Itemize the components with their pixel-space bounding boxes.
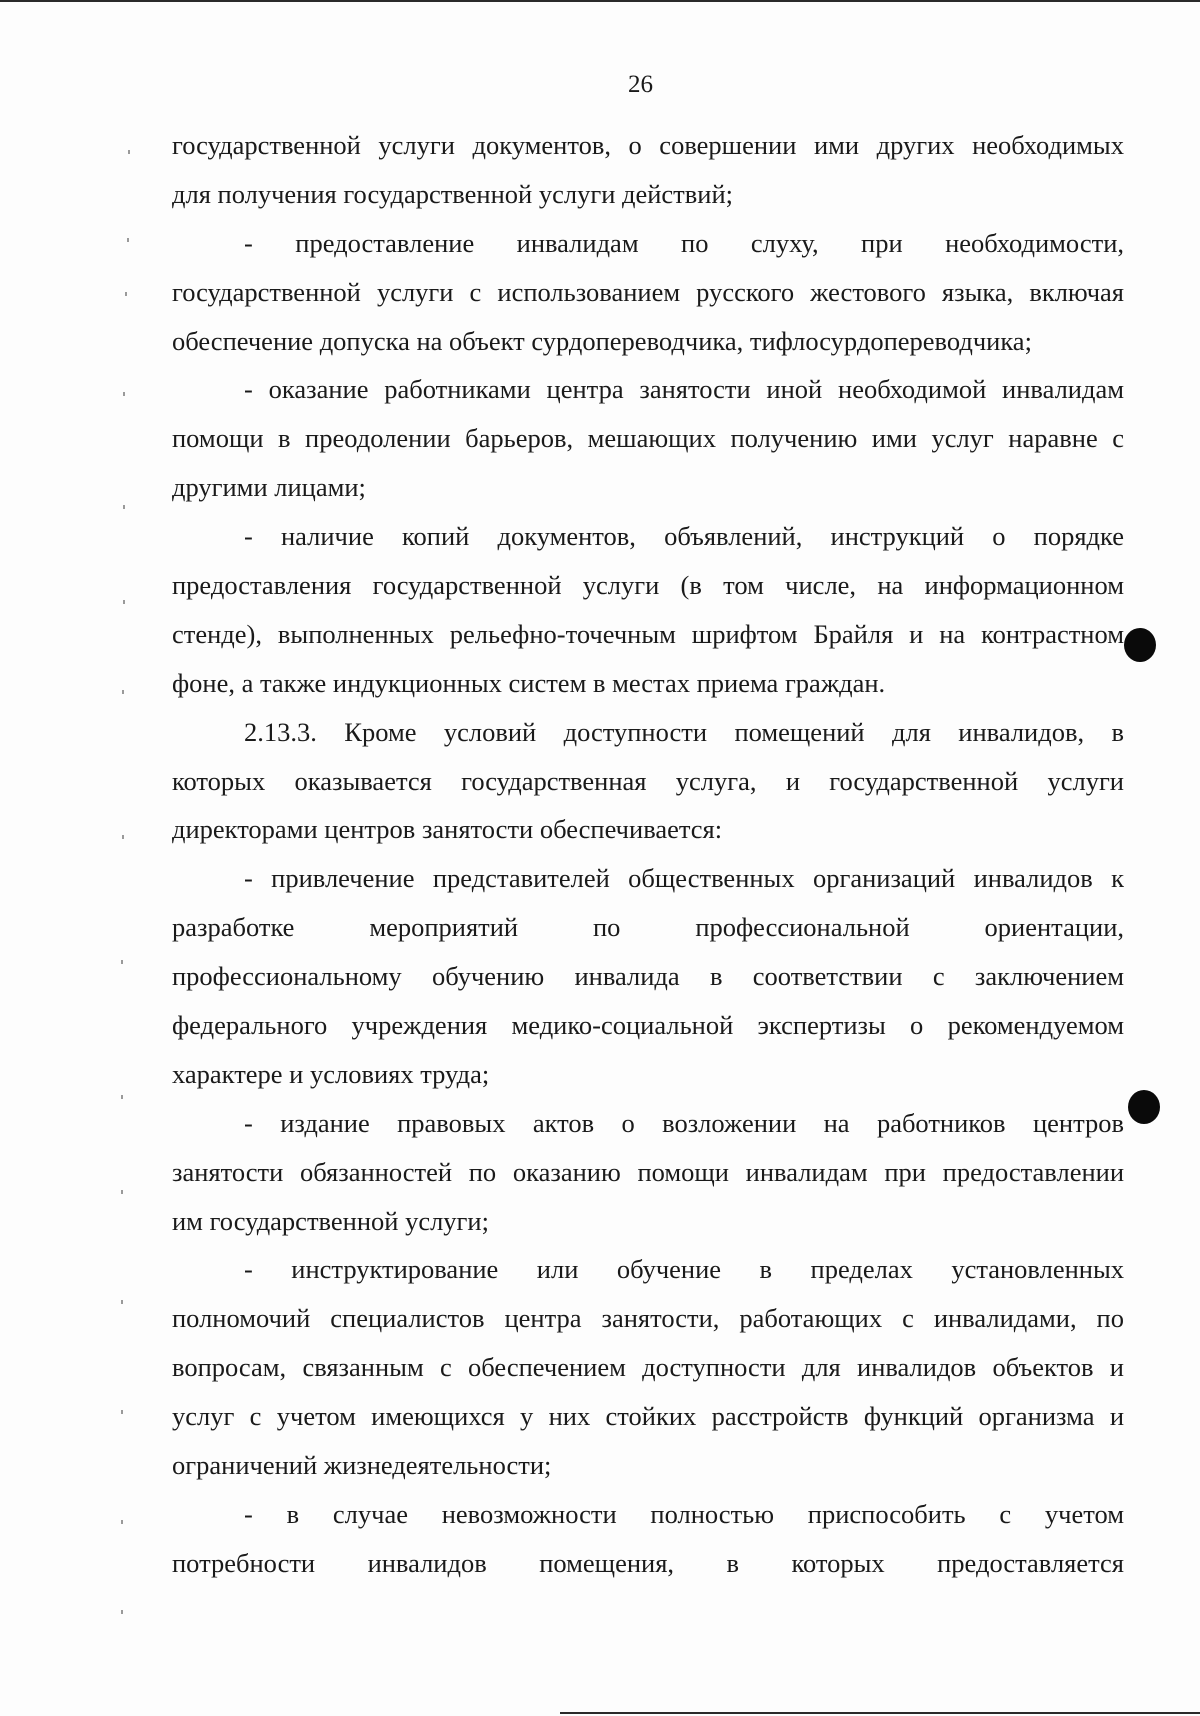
text-line: ограничений жизнедеятельности; (172, 1450, 552, 1481)
text-line: - в случае невозможности полностью приспособить с учетом (244, 1498, 1124, 1529)
text-line: разработке мероприятий по профессиональной ориентации, (172, 912, 1124, 943)
text-line: - инструктирование или обучение в пределах установленных (244, 1254, 1124, 1285)
paragraph (172, 512, 1124, 708)
margin-speck (121, 1410, 123, 1414)
margin-speck (121, 1095, 123, 1099)
margin-speck (121, 1190, 123, 1194)
paragraph (172, 1245, 1124, 1489)
margin-speck (121, 1300, 123, 1304)
text-line: полномочий специалистов центра занятости, работающих с инвалидами, по (172, 1303, 1124, 1334)
text-line: предоставления государственной услуги (в том числе, на информационном (172, 570, 1124, 601)
text-line: 2.13.3. Кроме условий доступности помещений для инвалидов, в (244, 716, 1124, 747)
margin-speck (123, 392, 125, 396)
text-line: им государственной услуги; (172, 1205, 489, 1236)
paragraph (172, 854, 1124, 1098)
paragraph (172, 121, 1124, 219)
punch-hole-mark (1124, 628, 1156, 662)
text-line: помощи в преодолении барьеров, мешающих получению ими услуг наравне с (172, 423, 1124, 454)
paragraph (172, 365, 1124, 512)
text-line: - привлечение представителей общественных организаций инвалидов к (244, 863, 1124, 894)
paragraph (172, 1490, 1124, 1588)
document-body (172, 121, 1124, 1588)
paragraph (172, 708, 1124, 855)
margin-speck (122, 690, 124, 694)
text-line: стенде), выполненных рельефно-точечным шрифтом Брайля и на контрастном (172, 618, 1124, 649)
text-line: фоне, а также индукционных систем в местах приема граждан. (172, 667, 886, 698)
punch-hole-mark (1128, 1090, 1160, 1124)
text-line: характере и условиях труда; (172, 1058, 490, 1089)
text-line: - издание правовых актов о возложении на работников центров (244, 1107, 1124, 1138)
top-edge-line (0, 0, 1200, 2)
text-line: обеспечение допуска на объект сурдопереводчика, тифлосурдопереводчика; (172, 325, 1032, 356)
text-line: - предоставление инвалидам по слуху, при необходимости, (244, 227, 1124, 258)
paragraph (172, 219, 1124, 366)
text-line: федерального учреждения медико-социальной экспертизы о рекомендуемом (172, 1010, 1124, 1041)
text-line: которых оказывается государственная услуга, и государственной услуги (172, 765, 1124, 796)
text-line: потребности инвалидов помещения, в которых предоставляется (172, 1547, 1124, 1578)
margin-speck (125, 292, 127, 296)
text-line: - оказание работниками центра занятости иной необходимой инвалидам (244, 374, 1124, 405)
text-line: государственной услуги документов, о совершении ими других необходимых (172, 130, 1124, 160)
margin-speck (127, 238, 129, 242)
text-line: государственной услуги с использованием русского жестового языка, включая (172, 276, 1124, 307)
text-line: - наличие копий документов, объявлений, инструкций о порядке (244, 521, 1124, 552)
text-line: директорами центров занятости обеспечивается: (172, 814, 723, 845)
margin-speck (121, 1520, 123, 1524)
bottom-edge-line (560, 1712, 1200, 1714)
text-line: для получения государственной услуги действий; (172, 178, 734, 209)
margin-speck (123, 505, 125, 509)
text-line: услуг с учетом имеющихся у них стойких расстройств функций организма и (172, 1401, 1124, 1432)
page-number: 26 (628, 71, 653, 98)
margin-speck (121, 1610, 123, 1614)
text-line: другими лицами; (172, 472, 366, 503)
margin-speck (121, 960, 123, 964)
margin-speck (123, 600, 125, 604)
paragraph (172, 1099, 1124, 1246)
text-line: профессиональному обучению инвалида в соответствии с заключением (172, 961, 1124, 992)
text-line: вопросам, связанным с обеспечением доступности для инвалидов объектов и (172, 1352, 1124, 1383)
margin-speck (122, 835, 124, 839)
text-line: занятости обязанностей по оказанию помощи инвалидам при предоставлении (172, 1156, 1124, 1187)
margin-speck (128, 150, 130, 154)
